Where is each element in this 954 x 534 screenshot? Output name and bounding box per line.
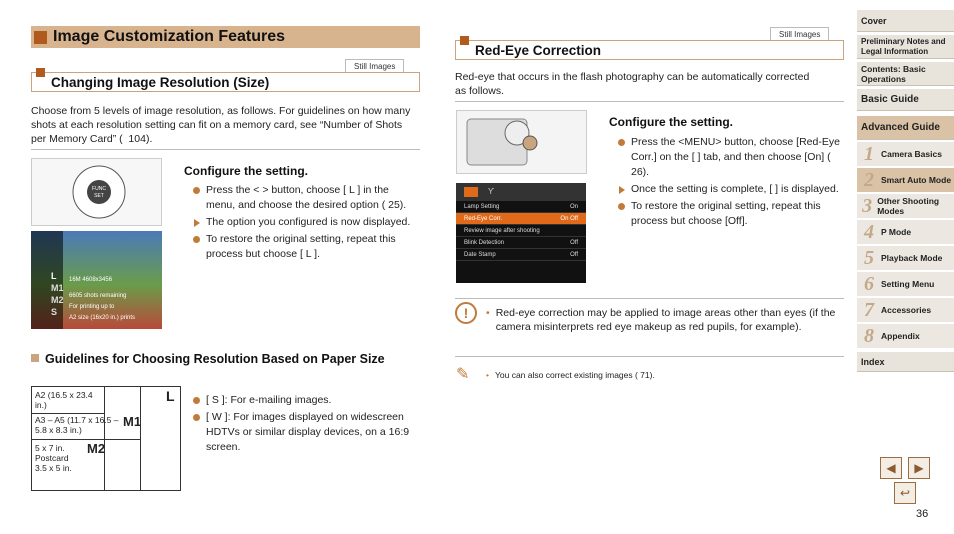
menu-item-redeye[interactable]: Red-Eye Corr. On Off — [456, 213, 586, 225]
note-w: [ W ]: For images displayed on widescreen HDTVs or similar display devices, on a 16:9 screen. — [193, 410, 421, 455]
menu-item-lamp[interactable]: Lamp Setting On — [456, 201, 586, 213]
resolution-notes — [193, 391, 421, 455]
sidebar-chapter-6[interactable] — [857, 272, 954, 296]
warning-icon: ! — [455, 302, 477, 324]
next-page-button[interactable]: ▶ — [908, 457, 930, 479]
note-s: [ S ]: For e-mailing images. — [193, 393, 421, 408]
screen-resolution: 16M 4608x3456 — [69, 277, 113, 283]
redeye-steps — [618, 133, 844, 229]
chapter-label: Setting Menu — [881, 279, 935, 289]
screen-print2: A2 size (16x20 in.) prints — [69, 315, 136, 321]
sidebar-chapter-3[interactable] — [857, 194, 954, 218]
sidebar-chapter-8[interactable] — [857, 324, 954, 348]
pencil-icon: ✎ — [456, 366, 470, 383]
step-result: The option you configured is now displayed. — [193, 215, 420, 230]
sidebar-chapter-1[interactable] — [857, 142, 954, 166]
divider — [455, 356, 844, 357]
page-title-bar — [31, 26, 420, 48]
menu-item-review[interactable]: Review image after shooting — [456, 225, 586, 237]
table-icon-m1: M1 — [123, 414, 142, 429]
divider — [455, 101, 844, 102]
still-images-tag-right: Still Images — [770, 27, 829, 41]
resolution-steps — [193, 181, 420, 262]
step-title-resolution: Configure the setting. — [184, 164, 308, 178]
sidebar-item-preliminary[interactable]: Preliminary Notes and Legal Information — [857, 35, 954, 59]
chapter-label: Other Shooting Modes — [877, 196, 940, 216]
svg-text:SET: SET — [94, 193, 104, 199]
svg-text:FUNC: FUNC — [92, 186, 106, 192]
sidebar-chapters — [857, 140, 954, 348]
chapter-number: 8 — [864, 325, 874, 347]
sidebar-item-index[interactable]: Index — [857, 352, 954, 372]
guidelines-heading: Guidelines for Choosing Resolution Based on Paper Size — [31, 352, 396, 367]
step-bullet: Press the < > button, choose [ L ] in the menu, and choose the desired option ( 25). — [193, 183, 420, 213]
section-heading-redeye: Red-Eye Correction — [455, 40, 844, 60]
sidebar-chapter-7[interactable] — [857, 298, 954, 322]
page-number: 36 — [916, 508, 929, 520]
sidebar-chapter-5[interactable] — [857, 246, 954, 270]
prev-page-button[interactable]: ◀ — [880, 457, 902, 479]
sidebar-chapter-4[interactable] — [857, 220, 954, 244]
menu-item-blink[interactable]: Blink Detection Off — [456, 237, 586, 249]
screen-shots: 6605 shots remaining — [69, 293, 127, 299]
chapter-number: 3 — [862, 195, 873, 217]
memo-note: • You can also correct existing images ( 71). — [486, 370, 655, 380]
menu-tab-bar — [456, 183, 586, 201]
sidebar-chapter-2[interactable] — [857, 168, 954, 192]
sidebar-item-cover[interactable]: Cover — [857, 10, 954, 32]
chapter-number: 7 — [864, 299, 874, 321]
sidebar-item-basic-guide[interactable]: Basic Guide — [857, 89, 954, 111]
table-cell-a3: A3 – A5 (11.7 x 16.5 – 5.8 x 8.3 in.) — [35, 415, 119, 435]
table-icon-m2: M2 — [87, 441, 106, 456]
screen-icon-s: S — [51, 307, 58, 317]
step-result: Once the setting is complete, [ ] is displayed. — [618, 182, 844, 197]
redeye-intro: Red-eye that occurs in the flash photography can be automatically corrected as follows. — [455, 71, 810, 97]
step-bullet: To restore the original setting, repeat this process but choose [ L ]. — [193, 232, 420, 262]
camera-tab-icon — [464, 187, 478, 197]
menu-item-datestamp[interactable]: Date Stamp Off — [456, 249, 586, 261]
wrench-tab-icon: ϒ — [488, 187, 495, 196]
func-button-illustration — [31, 158, 162, 226]
section-heading-resolution: Changing Image Resolution (Size) — [31, 72, 420, 92]
screen-icon-m1: M1 — [51, 283, 64, 293]
chapter-number: 2 — [864, 169, 874, 191]
camera-illustration — [456, 110, 587, 174]
chapter-label: Appendix — [881, 331, 920, 341]
screen-icon-m2: M2 — [51, 295, 64, 305]
still-images-tag: Still Images — [345, 59, 404, 73]
camera-back-icon — [457, 111, 588, 175]
step-bullet: To restore the original setting, repeat this process but choose [Off]. — [618, 199, 844, 229]
chapter-number: 6 — [864, 273, 874, 295]
chapter-label: Playback Mode — [881, 253, 943, 263]
chapter-number: 5 — [864, 247, 874, 269]
step-bullet: Press the <MENU> button, choose [Red-Eye Corr.] on the [ ] tab, and then choose [On] ( 26). — [618, 135, 844, 180]
chapter-number: 1 — [864, 143, 874, 165]
sidebar-item-advanced-guide[interactable]: Advanced Guide — [857, 116, 954, 140]
table-icon-l: L — [166, 388, 175, 404]
redeye-menu-screen — [456, 183, 586, 283]
func-set-icon — [32, 159, 163, 227]
back-button[interactable]: ↩ — [894, 482, 916, 504]
screen-icon-column — [31, 231, 63, 329]
table-cell-a2: A2 (16.5 x 23.4 in.) — [35, 390, 93, 410]
divider — [31, 149, 420, 150]
page-title: Image Customization Features — [53, 28, 286, 45]
chapter-label: Smart Auto Mode — [881, 175, 952, 185]
chapter-label: Accessories — [881, 305, 932, 315]
resolution-table — [31, 386, 181, 491]
table-cell-5x7: 5 x 7 in. Postcard 3.5 x 5 in. — [35, 443, 72, 473]
chapter-number: 4 — [864, 221, 874, 243]
chapter-label: P Mode — [881, 227, 912, 237]
divider — [455, 298, 844, 299]
sidebar-item-contents[interactable]: Contents: Basic Operations — [857, 62, 954, 86]
step-title-redeye: Configure the setting. — [609, 115, 733, 129]
screen-print1: For printing up to — [69, 304, 115, 310]
resolution-screen — [31, 231, 162, 329]
resolution-intro: Choose from 5 levels of image resolution, as follows. For guidelines on how many shots at each resolution setting can fit on a memory card, see “Number of Shots per Memory Card” ( 104). — [31, 105, 411, 145]
screen-icon-l: L — [51, 271, 57, 281]
warning-note: • Red-eye correction may be applied to image areas other than eyes (if the camera misinterprets red eye makeup as red pupils, for example). — [486, 307, 836, 333]
chapter-label: Camera Basics — [881, 149, 942, 159]
